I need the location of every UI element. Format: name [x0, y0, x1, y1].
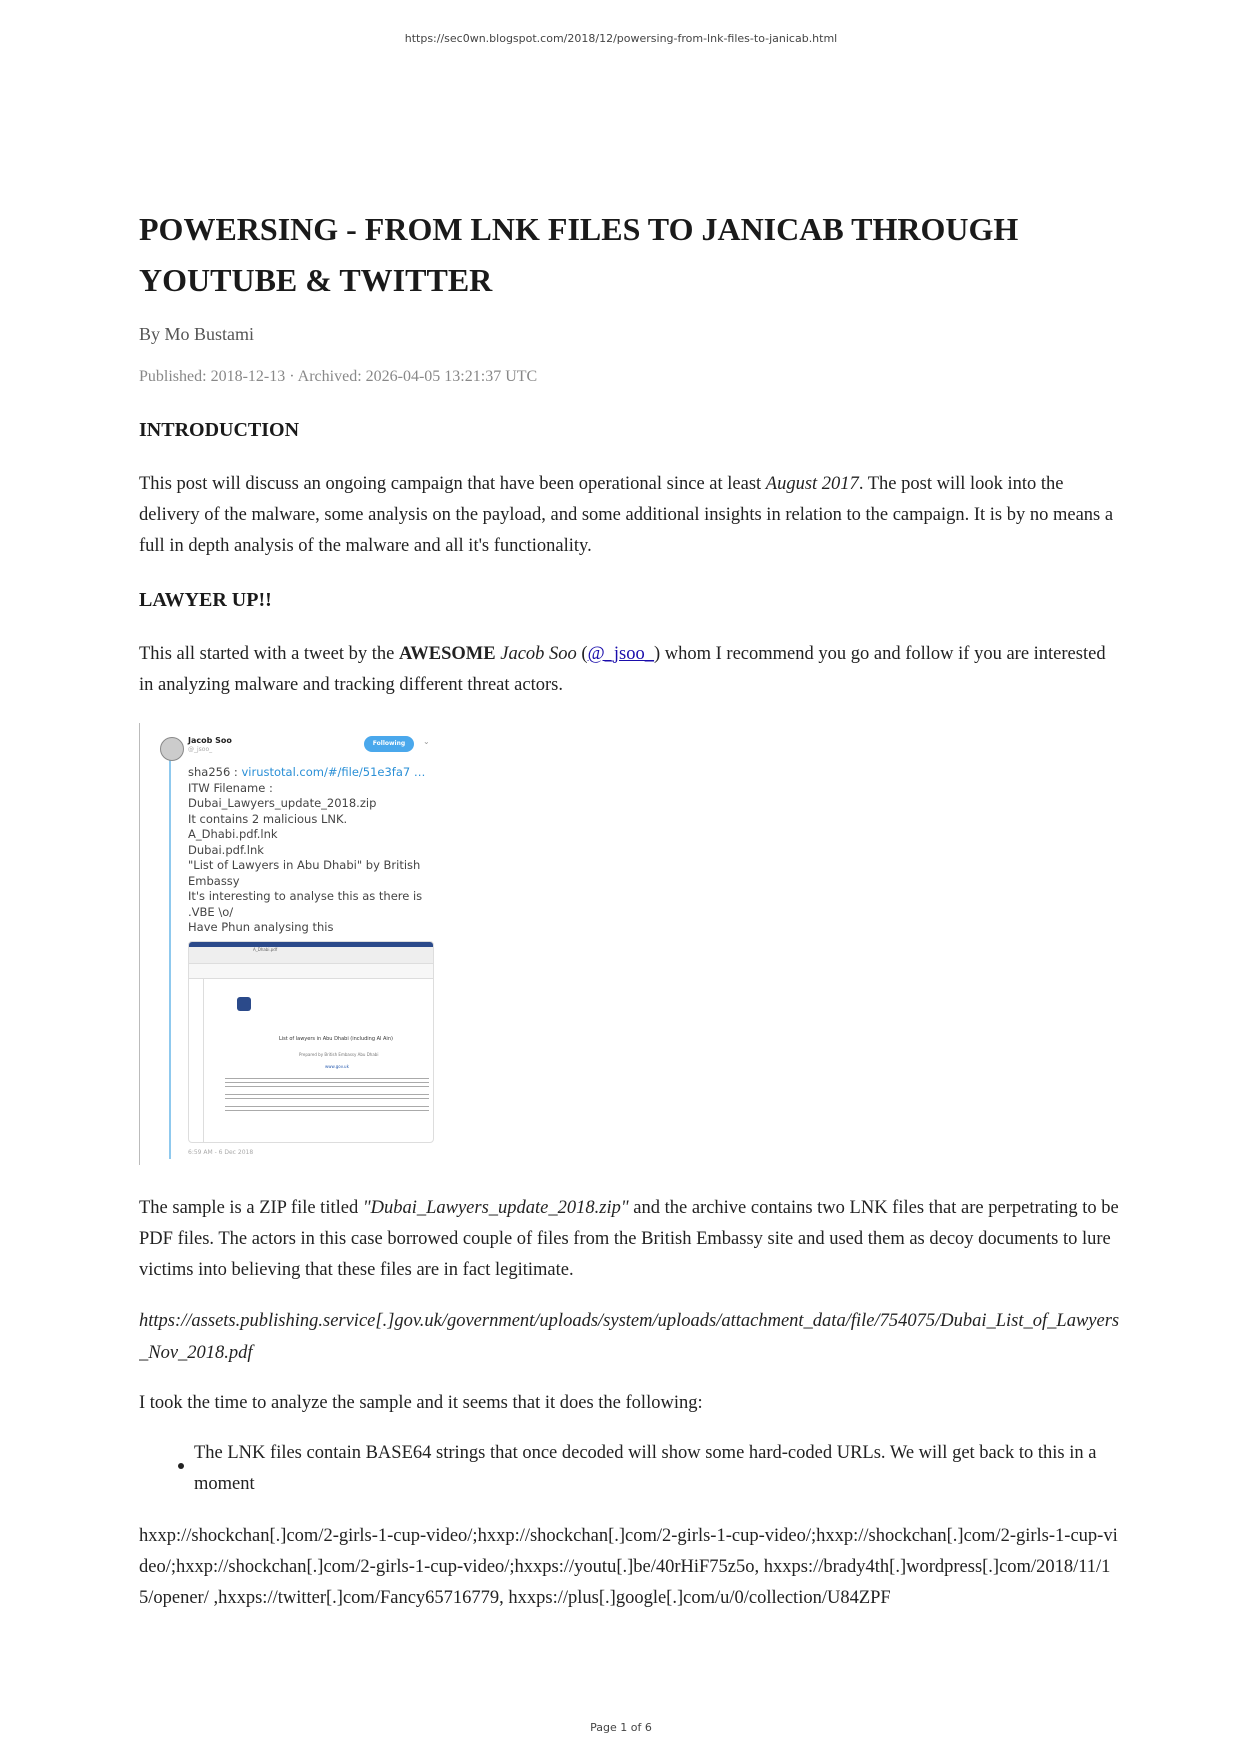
bullet-icon: [178, 1463, 184, 1469]
emphasis: August 2017: [765, 474, 859, 494]
tweet-line: ITW Filename :: [188, 780, 273, 795]
tweet-line: A_Dhabi.pdf.lnk: [188, 827, 278, 841]
tweet-line: Have Phun analysing this: [188, 920, 334, 934]
lawyer-paragraph: [139, 639, 1119, 701]
emphasis: Jacob Soo: [500, 644, 577, 664]
doc-text-line: [225, 1110, 429, 1111]
tweet-line: Dubai.pdf.lnk: [188, 842, 264, 857]
thread-line: [169, 759, 171, 1159]
following-button: Following: [364, 736, 414, 752]
text: ) whom I recommend you go and follow if you are interested in analyzing malware and tracking different threat actors.: [139, 644, 1106, 695]
page-title: [139, 204, 1119, 306]
page-number: Page 1 of 6: [590, 1721, 652, 1734]
decoy-url-line-2: _Nov_2018.pdf: [139, 1343, 253, 1363]
doc-text-line: [225, 1078, 429, 1079]
doc-text-line: [225, 1098, 429, 1099]
intro-paragraph: [139, 469, 1119, 562]
byline: By Mo Bustami: [139, 324, 255, 344]
tweet-line: Dubai_Lawyers_update_2018.zip: [188, 796, 377, 810]
title-line-1: POWERSING - FROM LNK FILES TO JANICAB THROUGH: [139, 211, 1019, 247]
side-panel: [189, 978, 204, 1142]
tab-bar: [189, 947, 433, 964]
doc-text-line: [225, 1094, 429, 1095]
text: . The post will look into the delivery of the malware, some analysis on the payload, and some additional insights in relation to the campaign. It is by no means a full in depth analysis of the malware and all it's functionality.: [139, 474, 1114, 556]
text: The sample is a ZIP file titled: [139, 1198, 363, 1218]
urls-block: hxxp://shockchan[.]com/2-girls-1-cup-video/;hxxp://shockchan[.]com/2-girls-1-cup-video/;hxxp://shockchan[.]com/2-girls-1-cup-video/;hxxp://shockchan[.]com/2-girls-1-cup-video/;hxxps://youtu[.]be/40rHiF75z5o, hxxps://brady4th[.]wordpress[.]com/2018/11/15/opener/ ,hxxps://twitter[.]com/Fancy65716779, hxxps://plus[.]google[.]com/u/0/collection/U84ZPF: [139, 1526, 1118, 1608]
tweet-line: It's interesting to analyse this as there is .VBE \o/: [188, 889, 423, 919]
doc-subtitle: Prepared by British Embassy Abu Dhabi: [299, 1052, 379, 1057]
doc-title: List of lawyers in Abu Dhabi (including Al Ain): [279, 1036, 393, 1042]
doc-tab: A_Dhabi.pdf: [253, 947, 278, 952]
heading-introduction: INTRODUCTION: [139, 419, 300, 441]
toolbar: [189, 964, 433, 979]
text: and the archive contains two LNK files that are perpetrating to be PDF files. The actors in this case borrowed couple of files from the British Embassy site and used them as decoy documents to lure victims into believing that these files are in fact legitimate.: [139, 1198, 1119, 1280]
page-url-header: https://sec0wn.blogspot.com/2018/12/powersing-from-lnk-files-to-janicab.html: [404, 32, 838, 45]
chevron-down-icon: ⌄: [423, 737, 430, 746]
text: sha256 :: [188, 765, 242, 779]
list-item: The LNK files contain BASE64 strings that once decoded will show some hard-coded URLs. We will get back to this in a moment: [194, 1443, 1097, 1494]
avatar: [160, 737, 184, 761]
crest-logo: [237, 997, 251, 1011]
title-line-2: YOUTUBE & TWITTER: [139, 262, 493, 298]
text: This post will discuss an ongoing campaign that have been operational since at least: [139, 474, 766, 494]
emphasis: "Dubai_Lawyers_update_2018.zip": [362, 1198, 629, 1218]
doc-text-line: [225, 1086, 429, 1087]
tweet-text: [188, 765, 450, 936]
tweet-line: It contains 2 malicious LNK.: [188, 811, 348, 826]
analysis-intro: I took the time to analyze the sample and it seems that it does the following:: [139, 1393, 703, 1413]
text: (: [576, 644, 588, 664]
doc-text-line: [225, 1082, 429, 1083]
virustotal-link: virustotal.com/#/file/51e3fa7 …: [241, 765, 426, 779]
heading-lawyer-up: LAWYER UP!!: [139, 589, 272, 611]
tweet-author: Jacob Soo: [188, 736, 232, 745]
twitter-handle-link[interactable]: @_jsoo_: [587, 644, 654, 664]
publish-info: Published: 2018-12-13 · Archived: 2026-04-05 13:21:37 UTC: [139, 368, 538, 385]
doc-link: www.gov.uk: [325, 1064, 349, 1069]
tweet-date: 6:59 AM - 6 Dec 2018: [188, 1149, 254, 1156]
sample-paragraph: [139, 1193, 1119, 1286]
doc-text-line: [225, 1106, 429, 1107]
tweet-handle: @_jsoo_: [188, 746, 213, 753]
tweet-line: "List of Lawyers in Abu Dhabi" by British Embassy: [188, 858, 421, 888]
pdf-reader-screenshot: [188, 941, 434, 1143]
text: This all started with a tweet by the: [139, 644, 399, 664]
decoy-url-line-1: https://assets.publishing.service[.]gov.uk/government/uploads/system/uploads/attachment_data/file/754075/Dubai_List_of_Lawyers: [139, 1311, 1120, 1331]
bold-text: AWESOME: [398, 644, 496, 664]
tweet-screenshot: [139, 723, 453, 1165]
